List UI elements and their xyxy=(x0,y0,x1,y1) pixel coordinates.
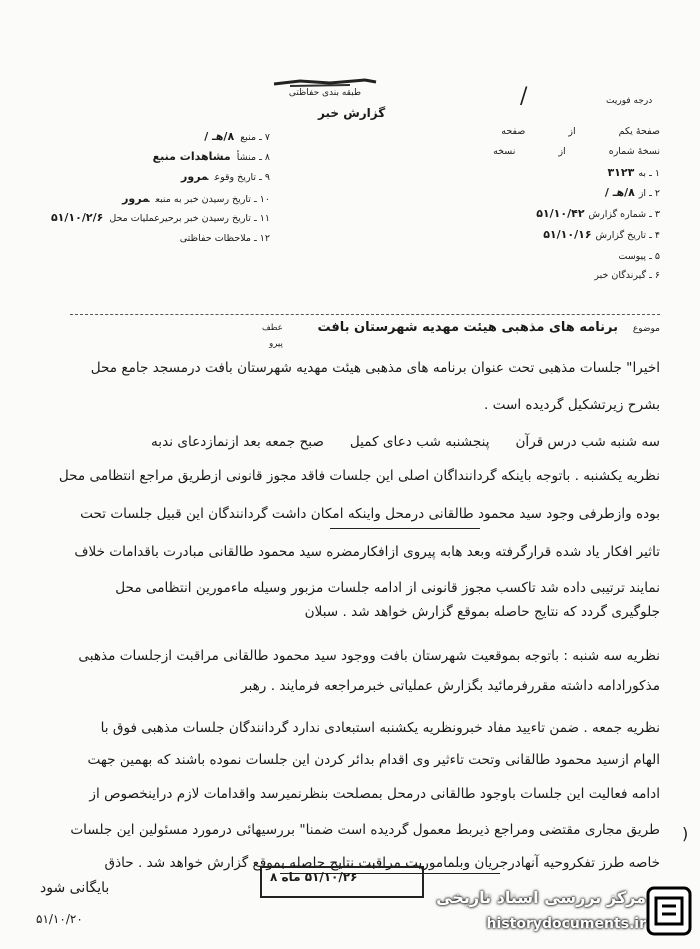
body-line: جلوگیری گردد که نتایج حاصله بموقع گزارش خواهد شد . سبلان xyxy=(304,604,660,620)
body-line: طریق مجاری مقتضی ومراجع ذیربط معمول گردیده است ضمنا" بررسیهائی درمورد مسئولین این جلسات xyxy=(70,822,660,838)
subject-text: برنامه های مذهبی هیئت مهدیه شهرستان بافت xyxy=(317,320,618,335)
report-title: گزارش خبر xyxy=(318,106,386,120)
signature-date: ۵۱/۱۰/۲۰ xyxy=(36,912,83,926)
subject-label: موضوع xyxy=(632,324,660,334)
body-line: نظریه یکشنبه . باتوجه باینکه گرداننداگان اصلی این جلسات فاقد مجوز قانونی ازطریق مراجع انتظامی محل xyxy=(58,468,660,484)
body-line: اخیرا" جلسات مذهبی تحت عنوان برنامه های مذهبی هیئت مهدیه شهرستان بافت درمسجد جامع محل xyxy=(90,360,660,376)
body-line: نمایند ترتیبی داده شد تاکسب مجوز قانونی از ادامه جلسات مزبور وسیله ماءمورین انتظامی محل xyxy=(115,580,660,596)
archive-signature: ﺑﺎﻳﮕﺎﻧﻰ ﺷﻮﺩ xyxy=(40,880,110,896)
header-divider xyxy=(70,314,660,315)
field-attachment: ۵ ـ پیوست xyxy=(618,251,660,262)
field-to: ۱ ـ به۳۱۲۳ xyxy=(607,166,660,179)
urgency-mark: / xyxy=(520,84,528,109)
field-copy-number: نسخهٔ شماره از نسخه xyxy=(493,146,660,157)
body-line: نظریه جمعه . ضمن تاءیید مفاد خبرونظریه یکشنبه استبعادی ندارد گردانندگان جلسات مذهبی فوق با xyxy=(100,720,660,736)
body-line: نظریه سه شنبه : باتوجه بموقعیت شهرستان بافت ووجود سید محمود طالقانی مراقبت ازجلسات مذهبی xyxy=(78,648,660,664)
received-stamp-text: ۵۱/۱۰/۲۶ ماه ۸ xyxy=(270,870,358,884)
archive-logo-icon xyxy=(644,884,694,938)
body-line: الهام ازسید محمود طالقانی وتحت تاءثیر وی اقدام بدائر کردن این جلسات نموده باشند که بهمین جهت xyxy=(87,752,660,768)
field-security-notes: ۱۲ ـ ملاحظات حفاظتی xyxy=(179,233,270,244)
field-origin: ۸ ـ منشأمشاهدات منبع xyxy=(152,150,270,163)
field-page-count: صفحهٔ یکم از صفحه xyxy=(501,126,660,137)
watermark-url: historydocuments.ir xyxy=(486,916,646,932)
body-line: تاثیر افکار یاد شده قرارگرفته وبعد هابه پیروی ازافکارمضره سید محمود طالقانی مبادرت باقدامات خلاف xyxy=(74,544,660,560)
side-note-followup: پیرو xyxy=(269,339,283,349)
side-notes xyxy=(262,320,283,352)
underline-mark xyxy=(330,528,480,529)
body-line: بوده وازطرفی وجود سید محمود طالقانی درمحل واینکه امکان داشت گردانندگان این قبیل جلسات تحت xyxy=(80,506,660,522)
body-line: مذکورادامه داشته مقررفرمائید بگزارش عملیاتی خبرمراجعه فرمایند . رهبر xyxy=(241,678,660,694)
subject-row xyxy=(120,320,660,342)
body-line: بشرح زیرتشکیل گردیده است . xyxy=(483,397,660,413)
side-note-reference: عطف xyxy=(262,323,283,333)
watermark-title: مرکز بررسی اسناد تاریخی xyxy=(436,888,646,907)
field-from: ۲ ـ از۸/هـ / xyxy=(604,186,660,199)
body-line: خاصه طرز تفکروحیه آنهادرجریان وبلماموریت مراقبت نتایج حاصله بموقع گزارش خواهد شد . حاذق xyxy=(104,855,660,871)
field-source: ۷ ـ منبع۸/هـ / xyxy=(204,130,270,143)
field-occurrence-date: ۹ ـ تاریخ وقوعمرور xyxy=(181,170,270,183)
classification-label: طبقه بندی حفاظتی xyxy=(270,72,380,94)
body-line: ادامه فعالیت این جلسات باوجود طالقانی درمحل بمصلحت بنظرنمیرسد واقدامات لازم دراینخصوص از xyxy=(89,786,660,802)
field-report-number: ۳ ـ شماره گزارش۵۱/۱۰/۴۲ xyxy=(536,207,660,220)
body-line: سه شنبه شب درس قرآن پنجشنبه شب دعای کمیل صبح جمعه بعد ازنمازدعای ندبه xyxy=(151,434,660,450)
field-recipients: ۶ ـ گیرندگان خبر xyxy=(594,270,660,281)
margin-mark: ) xyxy=(682,824,689,843)
field-received-ops: ۱۱ ـ تاریخ رسیدن خبر برحیرعملیات محل۵۱/۱۰/۲/۶ xyxy=(50,211,270,224)
field-report-date: ۴ ـ تاریخ گزارش۵۱/۱۰/۱۶ xyxy=(543,228,660,241)
field-received-by-source: ۱۰ ـ تاریخ رسیدن خبر به منبعمرور xyxy=(122,192,270,205)
urgency-label: درجه فوریت xyxy=(606,96,653,106)
